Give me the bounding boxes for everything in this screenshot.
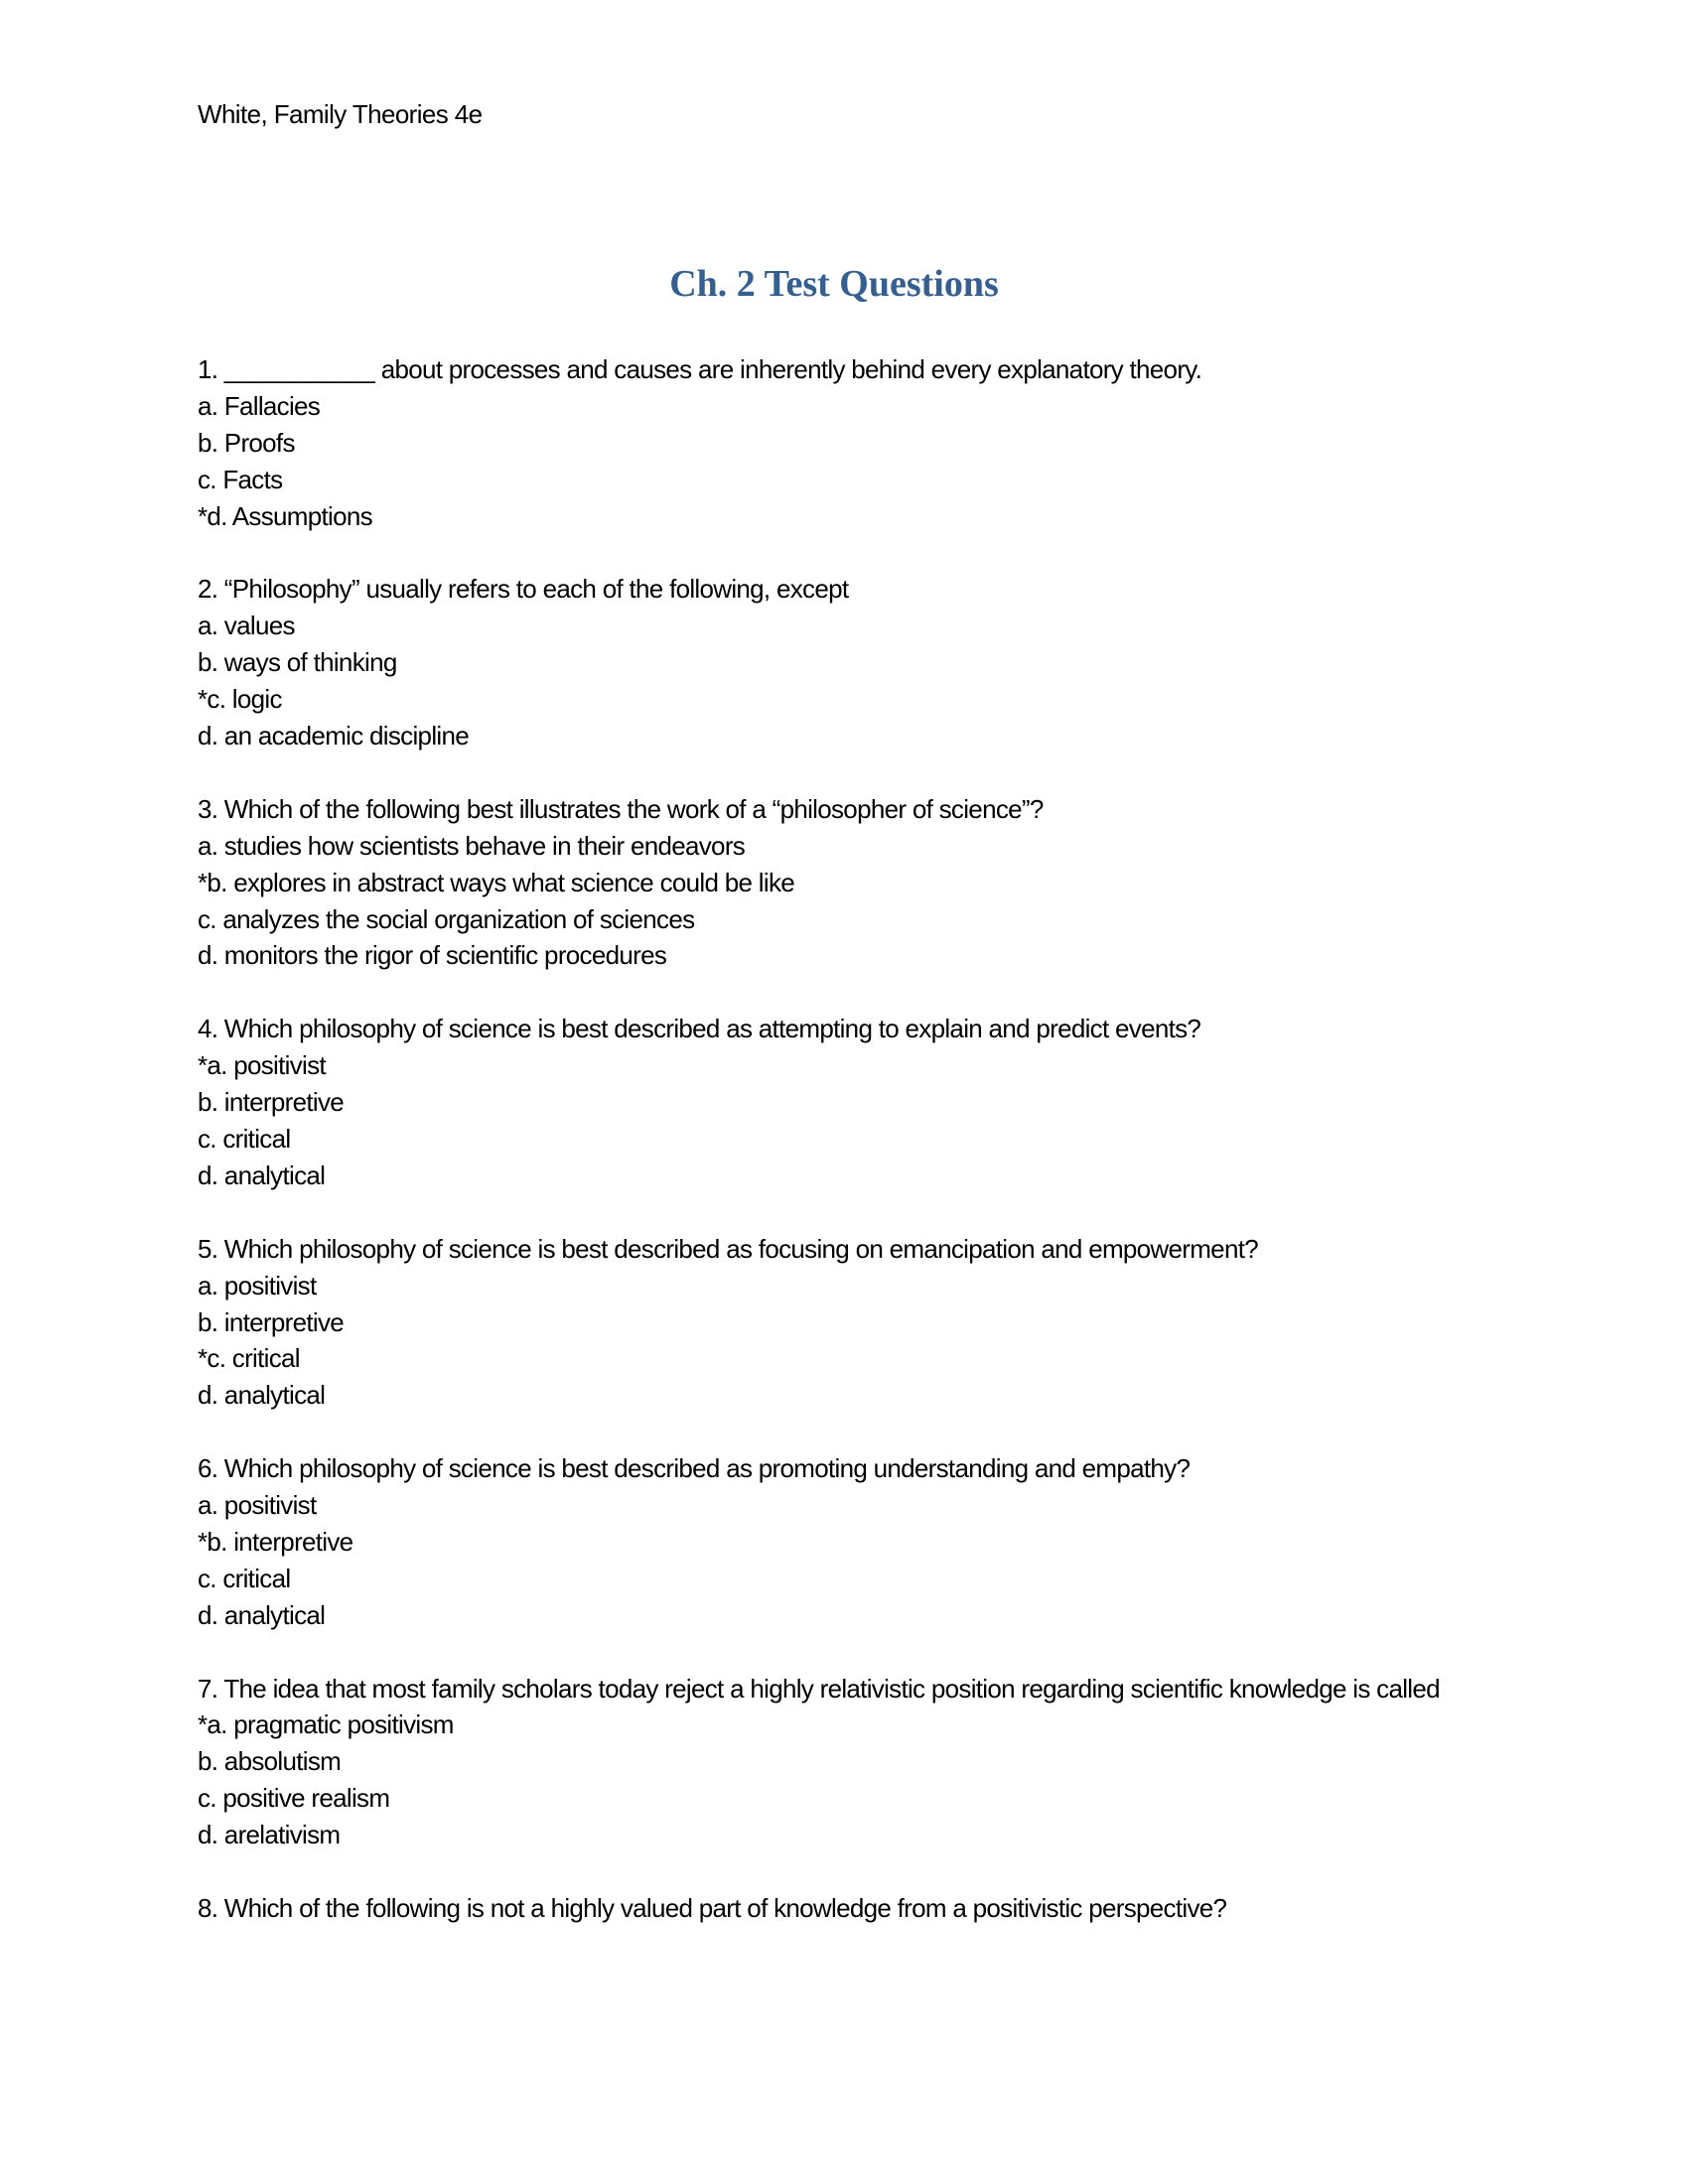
answer-option: d. an academic discipline — [198, 721, 469, 751]
answer-option: d. analytical — [198, 1599, 326, 1630]
question-list — [198, 351, 1488, 1964]
answer-option: *a. positivist — [198, 1050, 326, 1081]
question-8 — [198, 1890, 1488, 1927]
answer-option: *b. interpretive — [198, 1526, 353, 1557]
answer-option: a. positivist — [198, 1490, 317, 1521]
answer-option: c. positive realism — [198, 1783, 390, 1814]
answer-option: *b. explores in abstract ways what science could be like — [198, 867, 795, 897]
answer-option: b. ways of thinking — [198, 647, 397, 678]
answer-option: d. analytical — [198, 1380, 326, 1411]
question-7 — [198, 1671, 1488, 1854]
answer-option: d. analytical — [198, 1160, 326, 1190]
answer-option: a. studies how scientists behave in their endeavors — [198, 830, 746, 861]
answer-option: a. positivist — [198, 1270, 317, 1300]
running-header: White, Family Theories 4e — [198, 99, 483, 129]
question-6 — [198, 1450, 1488, 1634]
question-stem: 6. Which philosophy of science is best described as promoting understanding and empathy? — [198, 1453, 1191, 1484]
answer-option: *c. logic — [198, 684, 282, 715]
page-title: Ch. 2 Test Questions — [669, 263, 999, 305]
question-stem: 4. Which philosophy of science is best described as attempting to explain and predict events? — [198, 1014, 1201, 1044]
answer-option: c. critical — [198, 1563, 291, 1593]
question-stem: 8. Which of the following is not a highly valued part of knowledge from a positivistic perspective? — [198, 1892, 1227, 1923]
question-1 — [198, 351, 1488, 535]
answer-option: b. interpretive — [198, 1087, 345, 1118]
answer-option: *c. critical — [198, 1343, 300, 1374]
answer-option: a. Fallacies — [198, 390, 321, 421]
answer-option: d. arelativism — [198, 1820, 341, 1850]
question-2 — [198, 571, 1488, 754]
question-stem: 7. The idea that most family scholars today reject a highly relativistic position regarding scientific knowledge is called — [198, 1673, 1440, 1704]
question-stem: 2. “Philosophy” usually refers to each of the following, except — [198, 574, 849, 605]
question-stem: 5. Which philosophy of science is best described as focusing on emancipation and empowerment? — [198, 1233, 1258, 1264]
answer-option: d. monitors the rigor of scientific procedures — [198, 940, 667, 971]
answer-option: b. Proofs — [198, 427, 295, 458]
question-5 — [198, 1231, 1488, 1415]
question-stem: 1. ___________ about processes and causes are inherently behind every explanatory theory. — [198, 354, 1202, 384]
answer-option: c. Facts — [198, 464, 283, 494]
answer-option: *d. Assumptions — [198, 500, 372, 531]
answer-option: b. interpretive — [198, 1306, 345, 1337]
answer-option: c. critical — [198, 1123, 291, 1154]
question-stem: 3. Which of the following best illustrates the work of a “philosopher of science”? — [198, 793, 1044, 824]
question-3 — [198, 791, 1488, 975]
answer-option: b. absolutism — [198, 1746, 342, 1777]
answer-option: a. values — [198, 611, 295, 641]
question-4 — [198, 1011, 1488, 1194]
answer-option: c. analyzes the social organization of sciences — [198, 903, 695, 934]
answer-option: *a. pragmatic positivism — [198, 1709, 454, 1740]
